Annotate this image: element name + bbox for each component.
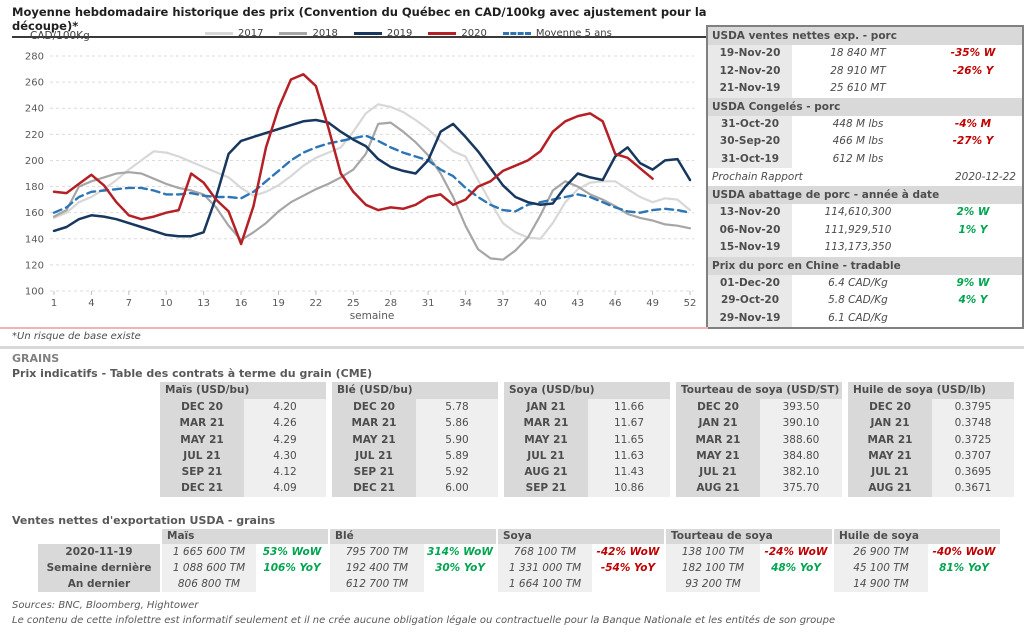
contract-price: 4.20 [244, 399, 326, 415]
x-axis-label: semaine [349, 310, 395, 322]
info-row [708, 222, 1022, 240]
exp-row [666, 560, 832, 576]
legend-label: 2019 [386, 28, 413, 39]
exp-value: 1 664 100 TM [498, 576, 592, 592]
info-row [708, 116, 1022, 134]
info-value: 113,173,350 [824, 241, 892, 253]
contract-month: DEC 21 [160, 480, 244, 496]
cme-row [676, 432, 842, 448]
x-tick-label: 31 [421, 298, 435, 309]
exp-row [498, 544, 664, 560]
x-tick-label: 10 [159, 298, 173, 309]
info-section-header: USDA ventes nettes exp. - porc [708, 27, 1022, 45]
exp-value: 1 331 000 TM [498, 560, 592, 576]
cme-row [848, 480, 1014, 496]
info-row [708, 133, 1022, 151]
cme-table-title: Prix indicatifs - Table des contrats à terme du grain (CME) [12, 367, 373, 380]
exp-row [162, 560, 328, 576]
cme-group-header: Huile de soya (USD/lb) [848, 382, 1014, 399]
info-value: 25 610 MT [830, 82, 886, 94]
info-date: 12-Nov-20 [708, 63, 792, 81]
exp-change: -54% YoY [600, 562, 656, 574]
info-row [708, 80, 1022, 98]
x-tick-label: 7 [125, 298, 133, 309]
info-date: 06-Nov-20 [708, 222, 792, 240]
chart-series-moyenne-5-ans [54, 136, 690, 213]
info-date: 31-Oct-19 [708, 151, 792, 169]
contract-month: DEC 20 [160, 399, 244, 415]
contract-month: MAY 21 [504, 432, 588, 448]
x-tick-label: 19 [272, 298, 285, 309]
contract-month: MAR 21 [676, 432, 760, 448]
cme-row [848, 399, 1014, 415]
exp-row-label: Semaine dernière [38, 560, 160, 576]
exp-change: -24% WoW [764, 546, 828, 558]
info-change: -35% W [950, 47, 996, 59]
contract-price: 5.78 [416, 399, 498, 415]
contract-price: 5.90 [416, 432, 498, 448]
contract-price: 388.60 [760, 432, 842, 448]
exp-group [834, 529, 1000, 592]
info-change [924, 80, 1022, 98]
info-value: 448 M lbs [832, 117, 884, 130]
exp-group-header: Huile de soya [834, 529, 1000, 544]
contract-price: 5.86 [416, 415, 498, 431]
exp-value: 795 700 TM [330, 544, 424, 560]
x-tick-label: 16 [234, 298, 248, 309]
legend-swatch-2020 [428, 32, 456, 35]
exp-change [424, 576, 496, 592]
info-value: 114,610,300 [824, 206, 892, 218]
exp-row [330, 576, 496, 592]
cme-group [332, 382, 498, 497]
legend-swatch-moyenne-5-ans [503, 32, 531, 35]
cme-row [332, 415, 498, 431]
contract-price: 375.70 [760, 480, 842, 496]
info-change [924, 239, 1022, 257]
exp-value: 93 200 TM [666, 576, 760, 592]
contract-price: 390.10 [760, 415, 842, 431]
contract-price: 5.92 [416, 464, 498, 480]
exp-header-spacer [38, 529, 160, 544]
contract-price: 4.09 [244, 480, 326, 496]
legend-label: Moyenne 5 ans [535, 28, 612, 39]
contract-price: 0.3695 [932, 464, 1014, 480]
cme-row [676, 399, 842, 415]
cme-row [160, 432, 326, 448]
y-tick-label: 140 [24, 234, 44, 246]
legend-item [205, 28, 263, 39]
contract-price: 0.3671 [932, 480, 1014, 496]
sources-note: Sources: BNC, Bloomberg, Hightower [12, 600, 199, 611]
contract-month: DEC 21 [332, 480, 416, 496]
y-tick-label: 120 [24, 260, 44, 272]
contract-price: 10.86 [588, 480, 670, 496]
info-date: 30-Sep-20 [708, 133, 792, 151]
usda-pork-info-box [706, 25, 1024, 329]
x-tick-label: 37 [496, 298, 510, 309]
contract-month: MAY 21 [676, 448, 760, 464]
x-tick-label: 34 [459, 298, 472, 309]
info-change: 9% W [956, 276, 990, 289]
info-value: 466 M lbs [832, 135, 884, 147]
contract-month: JUL 21 [160, 448, 244, 464]
export-sales-table [38, 529, 1002, 592]
contract-price: 0.3748 [932, 415, 1014, 431]
x-tick-label: 4 [88, 298, 95, 309]
y-tick-label: 260 [24, 77, 44, 89]
cme-row [332, 432, 498, 448]
exp-value: 806 800 TM [162, 576, 256, 592]
info-next-report-row [708, 168, 1022, 186]
exp-change: 314% WoW [427, 546, 493, 558]
legend-label: 2020 [461, 28, 487, 39]
info-date: 19-Nov-20 [708, 45, 792, 63]
info-row [708, 63, 1022, 81]
contract-month: JAN 21 [504, 399, 588, 415]
info-date: 31-Oct-20 [708, 116, 792, 134]
exp-value: 192 400 TM [330, 560, 424, 576]
contract-price: 0.3707 [932, 448, 1014, 464]
info-row [708, 310, 1022, 328]
exp-row [834, 560, 1000, 576]
exp-value: 182 100 TM [666, 560, 760, 576]
exp-row [834, 576, 1000, 592]
contract-month: AUG 21 [504, 464, 588, 480]
contract-price: 4.30 [244, 448, 326, 464]
cme-row [504, 415, 670, 431]
contract-month: MAR 21 [504, 415, 588, 431]
cme-row [332, 480, 498, 496]
exp-value: 14 900 TM [834, 576, 928, 592]
exp-change: 48% YoY [771, 562, 821, 574]
contract-month: SEP 21 [160, 464, 244, 480]
cme-row [332, 399, 498, 415]
y-tick-label: 100 [24, 286, 44, 298]
price-chart-svg [2, 44, 706, 326]
x-tick-label: 49 [646, 298, 659, 309]
info-change: 1% Y [958, 223, 988, 236]
contract-month: JUL 21 [504, 448, 588, 464]
exp-change [928, 576, 1000, 592]
exp-change: 53% WoW [262, 546, 322, 558]
y-tick-label: 240 [24, 103, 44, 115]
exp-row [162, 544, 328, 560]
cme-row [848, 415, 1014, 431]
cme-row [160, 399, 326, 415]
legend-label: 2017 [238, 28, 264, 39]
exp-group-header: Maïs [162, 529, 328, 544]
contract-month: AUG 21 [676, 480, 760, 496]
contract-price: 6.00 [416, 480, 498, 496]
exp-value: 1 665 600 TM [162, 544, 256, 560]
gray-divider [0, 346, 1024, 349]
cme-row [504, 480, 670, 496]
exp-row [834, 544, 1000, 560]
contract-price: 0.3725 [932, 432, 1014, 448]
info-value: 111,929,510 [824, 223, 892, 236]
contract-month: SEP 21 [332, 464, 416, 480]
exp-row [498, 560, 664, 576]
cme-group-header: Soya (USD/bu) [504, 382, 670, 399]
contract-price: 11.63 [588, 448, 670, 464]
exp-change [760, 576, 832, 592]
cme-row [676, 415, 842, 431]
chart-footnote: *Un risque de base existe [12, 331, 141, 342]
info-date: 21-Nov-19 [708, 80, 792, 98]
cme-row [504, 432, 670, 448]
exp-group [330, 529, 496, 592]
contract-month: MAY 21 [848, 448, 932, 464]
info-date: 13-Nov-20 [708, 204, 792, 222]
cme-group [504, 382, 670, 497]
exp-change: 81% YoY [939, 562, 989, 574]
cme-group-header: Maïs (USD/bu) [160, 382, 326, 399]
cme-row [332, 464, 498, 480]
info-change: -26% Y [952, 64, 994, 77]
exp-row [666, 576, 832, 592]
cme-row [332, 448, 498, 464]
exp-row [162, 576, 328, 592]
contract-month: JAN 21 [676, 415, 760, 431]
exp-change: -40% WoW [932, 546, 996, 558]
contract-month: DEC 20 [332, 399, 416, 415]
pink-divider [0, 327, 708, 329]
exp-group-header: Blé [330, 529, 496, 544]
exp-row [498, 576, 664, 592]
cme-row [676, 464, 842, 480]
info-section-header: Prix du porc en Chine - tradable [708, 257, 1022, 275]
contract-price: 4.26 [244, 415, 326, 431]
exp-value: 45 100 TM [834, 560, 928, 576]
exp-row-label: 2020-11-19 [38, 544, 160, 560]
contract-month: JUL 21 [332, 448, 416, 464]
contract-month: DEC 20 [848, 399, 932, 415]
info-change [924, 151, 1022, 169]
exp-group-header: Tourteau de soya [666, 529, 832, 544]
x-tick-label: 46 [608, 298, 622, 309]
contract-price: 11.65 [588, 432, 670, 448]
contract-month: JUL 21 [848, 464, 932, 480]
contract-month: JAN 21 [848, 415, 932, 431]
exp-group [498, 529, 664, 592]
exp-value: 612 700 TM [330, 576, 424, 592]
y-tick-label: 220 [24, 129, 44, 141]
contract-price: 0.3795 [932, 399, 1014, 415]
legend-swatch-2018 [279, 32, 307, 35]
contract-price: 4.29 [244, 432, 326, 448]
contract-price: 5.89 [416, 448, 498, 464]
cme-row [848, 448, 1014, 464]
contract-month: SEP 21 [504, 480, 588, 496]
legend-label: 2018 [312, 28, 338, 39]
info-change: 4% Y [958, 294, 988, 306]
y-tick-label: 280 [24, 51, 44, 63]
page-title: Moyenne hebdomadaire historique des prix (Convention du Québec en CAD/100kg avec ajustement pour la découpe)* [12, 5, 738, 38]
cme-row [160, 448, 326, 464]
next-report-date: 2020-12-22 [954, 171, 1016, 183]
chart-legend [205, 28, 612, 39]
legend-item [279, 28, 337, 39]
y-tick-label: 160 [24, 208, 44, 220]
cme-row [848, 464, 1014, 480]
exp-change: 30% YoY [435, 562, 485, 574]
exp-label-column [38, 529, 160, 592]
info-row [708, 275, 1022, 293]
info-change [924, 310, 1022, 328]
info-change: 2% W [956, 206, 990, 218]
contract-month: DEC 20 [676, 399, 760, 415]
info-value: 18 840 MT [830, 47, 886, 59]
x-tick-label: 1 [50, 298, 58, 309]
exp-value: 1 088 600 TM [162, 560, 256, 576]
legend-swatch-2019 [354, 32, 382, 35]
exp-row [666, 544, 832, 560]
exp-group [162, 529, 328, 592]
contract-month: MAR 21 [848, 432, 932, 448]
y-tick-label: 180 [24, 182, 44, 194]
info-value: 5.8 CAD/Kg [828, 294, 888, 306]
contract-month: MAY 21 [332, 432, 416, 448]
x-tick-label: 25 [346, 298, 360, 309]
info-value: 6.4 CAD/Kg [828, 276, 888, 289]
exp-value: 138 100 TM [666, 544, 760, 560]
exp-change: -42% WoW [596, 546, 660, 558]
cme-row [848, 432, 1014, 448]
info-section-header: USDA abattage de porc - année à date [708, 186, 1022, 204]
x-tick-label: 13 [197, 298, 211, 309]
contract-month: MAR 21 [160, 415, 244, 431]
info-date: 29-Oct-20 [708, 292, 792, 310]
legend-item [354, 28, 412, 39]
exp-change [592, 576, 664, 592]
x-tick-label: 52 [683, 298, 697, 309]
info-row [708, 204, 1022, 222]
cme-row [676, 448, 842, 464]
contract-month: AUG 21 [848, 480, 932, 496]
contract-price: 11.67 [588, 415, 670, 431]
contract-price: 393.50 [760, 399, 842, 415]
info-section-header: USDA Congelés - porc [708, 98, 1022, 116]
info-row [708, 45, 1022, 63]
legend-item [428, 28, 486, 39]
chart-series-2018 [54, 123, 690, 260]
contract-month: MAR 21 [332, 415, 416, 431]
info-value: 6.1 CAD/Kg [828, 311, 888, 324]
contract-price: 11.43 [588, 464, 670, 480]
cme-row [160, 480, 326, 496]
legend-item [503, 28, 612, 39]
export-sales-title: Ventes nettes d'exportation USDA - grains [12, 514, 276, 527]
cme-row [160, 464, 326, 480]
cme-row [676, 480, 842, 496]
exp-value: 768 100 TM [498, 544, 592, 560]
cme-group [676, 382, 842, 497]
exp-row-label: An dernier [38, 576, 160, 592]
cme-futures-table [160, 382, 1014, 497]
info-value: 28 910 MT [830, 64, 886, 77]
legend-swatch-2017 [205, 32, 233, 35]
grains-section-heading: GRAINS [12, 352, 60, 365]
info-change: -4% M [954, 117, 992, 130]
contract-price: 11.66 [588, 399, 670, 415]
contract-price: 382.10 [760, 464, 842, 480]
exp-change: 106% YoY [263, 562, 321, 574]
exp-value: 26 900 TM [834, 544, 928, 560]
chart-y-axis-label: CAD/100Kg [30, 30, 90, 42]
cme-row [160, 415, 326, 431]
cme-group-header: Blé (USD/bu) [332, 382, 498, 399]
info-row [708, 292, 1022, 310]
contract-month: MAY 21 [160, 432, 244, 448]
contract-price: 384.80 [760, 448, 842, 464]
x-tick-label: 28 [384, 298, 398, 309]
price-chart [2, 44, 706, 326]
exp-group [666, 529, 832, 592]
info-row [708, 239, 1022, 257]
contract-month: JUL 21 [676, 464, 760, 480]
info-value: 612 M lbs [832, 152, 884, 165]
info-change: -27% Y [952, 135, 994, 147]
cme-group-header: Tourteau de soya (USD/ST) [676, 382, 842, 399]
cme-row [504, 448, 670, 464]
exp-group-header: Soya [498, 529, 664, 544]
exp-row [330, 544, 496, 560]
exp-row [330, 560, 496, 576]
cme-group [848, 382, 1014, 497]
info-date: 29-Nov-19 [708, 310, 792, 328]
info-date: 01-Dec-20 [708, 275, 792, 293]
x-tick-label: 22 [309, 298, 323, 309]
y-tick-label: 200 [24, 155, 44, 167]
contract-price: 4.12 [244, 464, 326, 480]
exp-change [256, 576, 328, 592]
cme-group [160, 382, 326, 497]
info-row [708, 151, 1022, 169]
next-report-label: Prochain Rapport [712, 171, 803, 183]
cme-row [504, 399, 670, 415]
cme-row [504, 464, 670, 480]
info-date: 15-Nov-19 [708, 239, 792, 257]
x-tick-label: 40 [533, 298, 547, 309]
x-tick-label: 43 [571, 298, 585, 309]
disclaimer-note: Le contenu de cette infolettre est informatif seulement et il ne crée aucune obligation légale ou contractuelle pour la Banque Nationale et les entités de son groupe [12, 615, 836, 626]
